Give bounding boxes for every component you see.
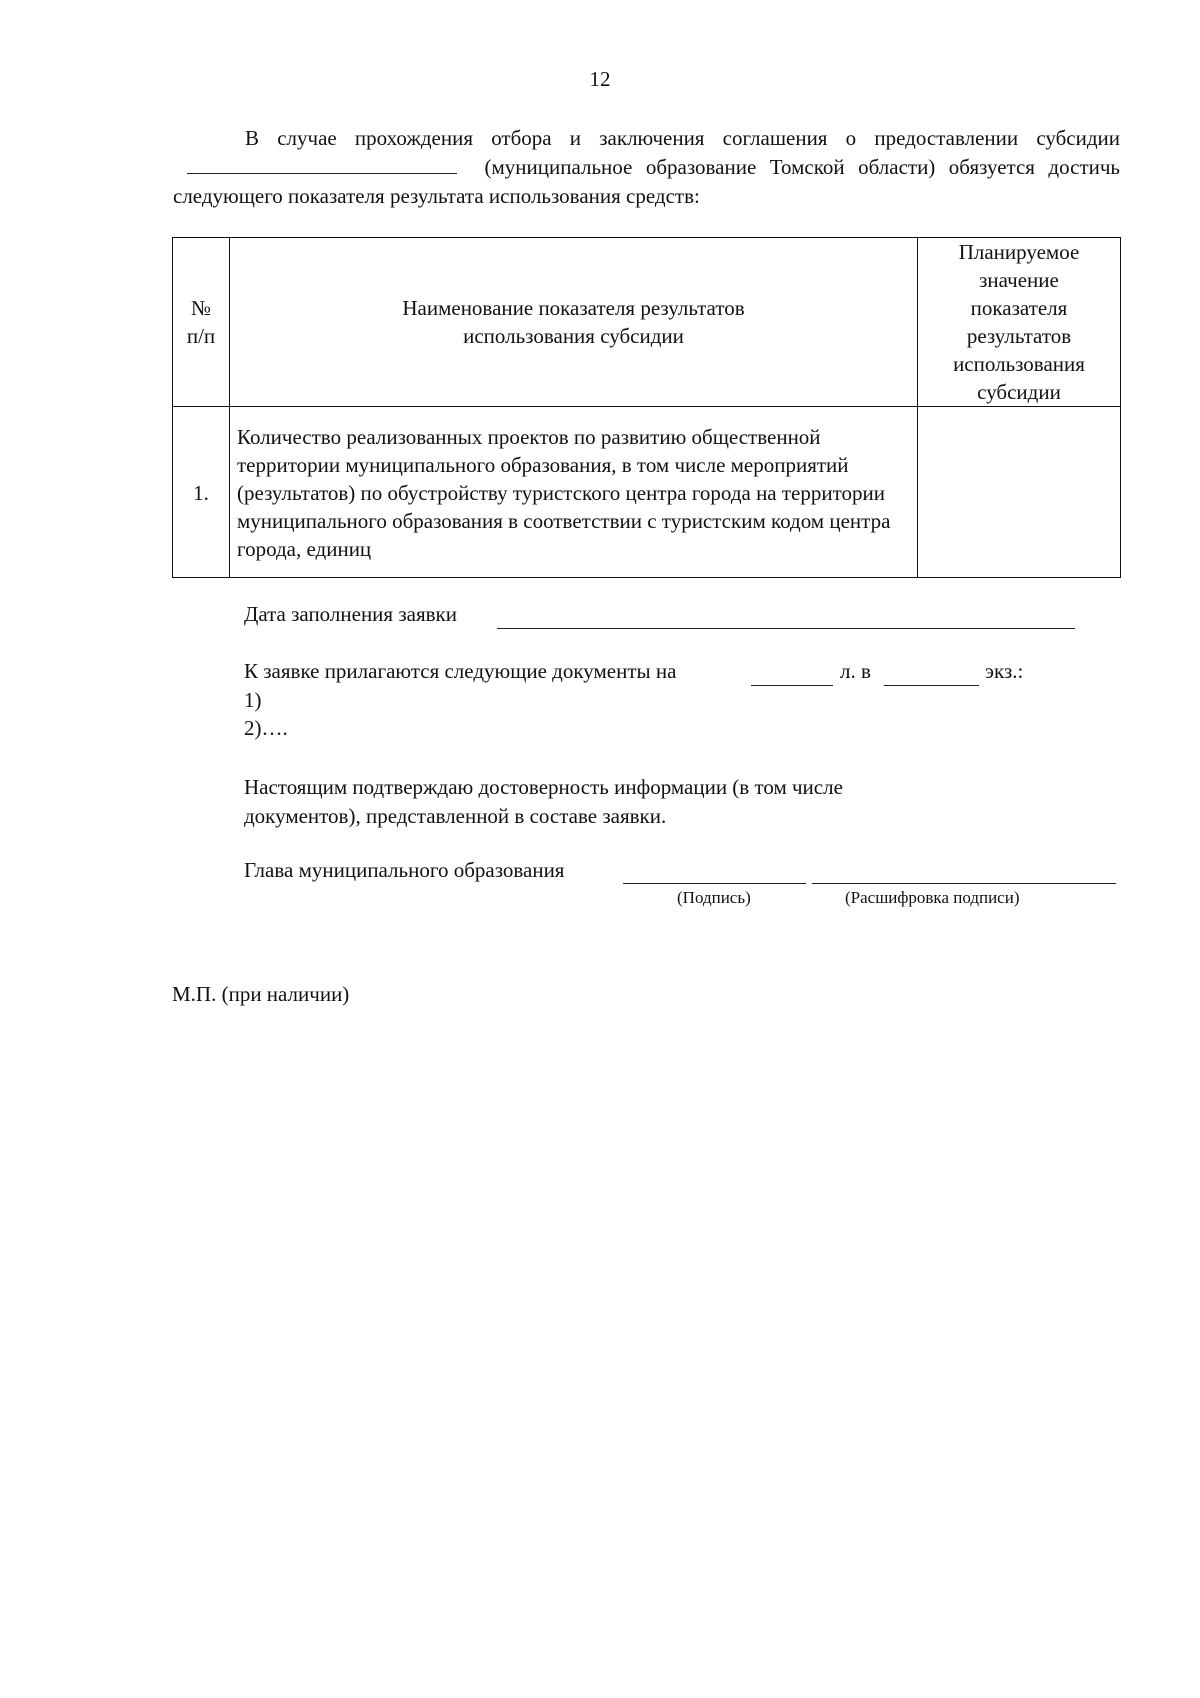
seal-note: М.П. (при наличии) xyxy=(172,982,350,1006)
page-number: 12 xyxy=(589,67,611,91)
fill-date-blank[interactable] xyxy=(497,628,1075,629)
sheets-count-blank[interactable] xyxy=(751,685,833,686)
fill-date-label: Дата заполнения заявки xyxy=(244,602,457,626)
row-num: 1. xyxy=(173,407,230,578)
signature-decode-blank[interactable] xyxy=(812,883,1116,884)
signature-caption: (Подпись) xyxy=(677,888,751,907)
head-label: Глава муниципального образования xyxy=(244,858,565,882)
table-row xyxy=(173,407,1121,578)
attachment-item: 2)…. xyxy=(244,716,288,740)
copies-count-blank[interactable] xyxy=(884,685,979,686)
attachments-suffix: экз.: xyxy=(985,659,1024,683)
intro-text-end: (муниципальное образование Томской области) обязуется достичь следующего показателя результата использования средств: xyxy=(173,155,1120,208)
table-header-row xyxy=(173,238,1121,407)
attachments-prefix: К заявке прилагаются следующие документы на xyxy=(244,659,677,683)
confirmation-text: Настоящим подтверждаю достоверность информации (в том числе документов), представленной в составе заявки. xyxy=(244,775,843,828)
indicator-table xyxy=(172,237,1121,578)
row-plan-value[interactable] xyxy=(918,407,1121,578)
attachments-mid: л. в xyxy=(840,659,871,683)
signature-blank[interactable] xyxy=(623,883,806,884)
attachment-item: 1) xyxy=(244,688,262,712)
municipality-blank[interactable] xyxy=(187,155,457,174)
header-plan: Планируемое значение показателя результатов использования субсидии xyxy=(918,238,1121,407)
row-name: Количество реализованных проектов по развитию общественной территории муниципального образования, в том числе мероприятий (результатов) по обустройству туристского центра города на территории муниципального образования в соответствии с туристским кодом центра города, единиц xyxy=(230,407,918,578)
intro-paragraph xyxy=(173,124,1120,211)
header-num: № п/п xyxy=(173,238,230,407)
decode-caption: (Расшифровка подписи) xyxy=(845,888,1020,907)
intro-text-start: В случае прохождения отбора и заключения соглашения о предоставлении субсидии xyxy=(245,126,1120,150)
header-name: Наименование показателя результатов использования субсидии xyxy=(230,238,918,407)
